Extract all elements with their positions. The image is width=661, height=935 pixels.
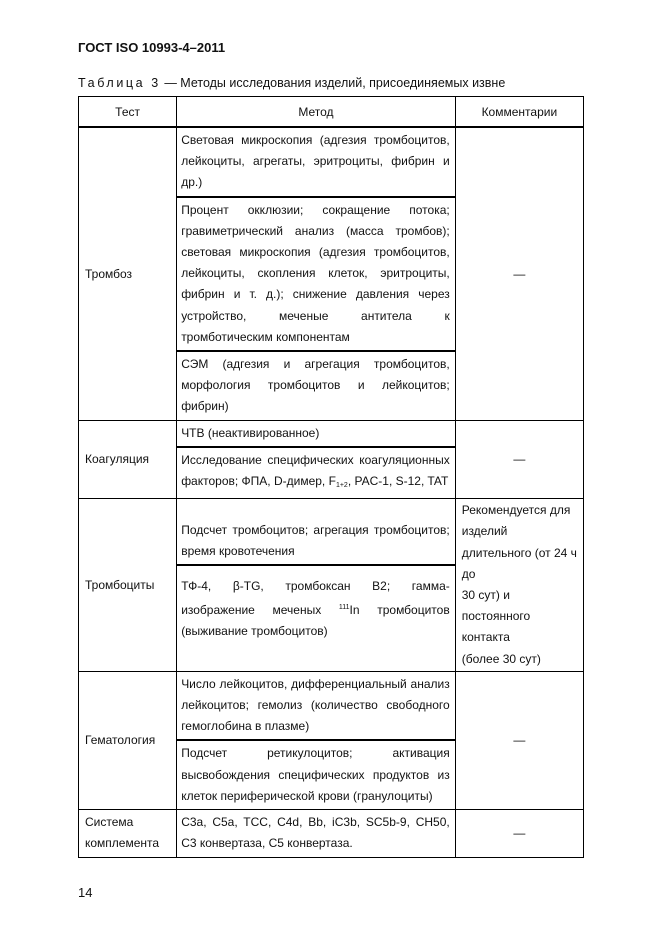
formula-base: F: [328, 474, 336, 489]
header-method: Метод: [177, 97, 456, 128]
method-cell: [177, 499, 456, 672]
table-caption: [78, 76, 505, 90]
isotope-superscript: 111: [338, 604, 350, 612]
formula-subscript: 1+2: [335, 482, 348, 490]
comment-line: (более 30 сут): [461, 651, 541, 666]
comment-cell: —: [455, 420, 583, 499]
comment-cell: —: [455, 810, 583, 857]
table-row-hematology: [79, 671, 584, 809]
comment-line: контакта: [461, 630, 510, 645]
method-text-part: , PAC-1, S-12, TAT: [347, 474, 449, 489]
page-number: 14: [78, 885, 93, 900]
method-cell: [177, 671, 456, 809]
method-text: Число лейкоцитов, дифференциальный анализ лейкоцитов; гемолиз (количество свободного гемоглобина в плазме): [181, 676, 450, 734]
method-text: СЭМ (адгезия и агрегация тромбоцитов, морфология тромбоцитов и лейкоцитов; фибрин): [177, 350, 455, 420]
test-cell: [79, 810, 177, 857]
header-comments: Комментарии: [455, 97, 583, 128]
method-cell: [177, 810, 456, 857]
table-row-platelets: [79, 499, 584, 672]
method-text-part: Исследование специфических коагуляционных факторов; ФПА, D-димер,: [181, 452, 450, 489]
methods-table: [78, 96, 584, 858]
method-cell: [177, 127, 456, 420]
method-text-part: ТФ-4, β-TG, тромбоксан B2; гамма-изображение меченых: [181, 578, 450, 618]
methods-table-wrapper: [78, 96, 584, 858]
method-text: [177, 446, 455, 498]
comment-cell: —: [455, 671, 583, 809]
table-row-complement: [79, 810, 584, 857]
comment-cell: [455, 499, 583, 672]
table-caption-label: Таблица 3: [78, 76, 161, 90]
test-cell: Гематология: [79, 671, 177, 809]
test-cell: Коагуляция: [79, 420, 177, 499]
comment-line: длительного (от 24 ч до: [461, 545, 577, 581]
method-text: ЧТВ (неактивированное): [181, 425, 320, 440]
comment-line: изделий: [461, 524, 508, 539]
method-text: C3a, C5a, TCC, C4d, Bb, iC3b, SC5b-9, CH50, C3 конвертаза, C5 конвертаза.: [181, 815, 450, 851]
table-caption-title: — Методы исследования изделий, присоединяемых извне: [160, 76, 506, 90]
table-row-thrombosis: [79, 127, 584, 420]
test-cell: Тромбоз: [79, 127, 177, 420]
method-text-part: In тромбоцитов (выживание тромбоцитов): [181, 603, 450, 639]
test-cell: Тромбоциты: [79, 499, 177, 672]
method-cell: [177, 420, 456, 499]
method-text: Подсчет тромбоцитов; агрегация тромбоцитов; время кровотечения: [181, 522, 450, 558]
comment-text: [456, 499, 583, 671]
method-text: Световая микроскопия (адгезия тромбоцитов, лейкоциты, агрегаты, эритроциты, фибрин и др.): [181, 133, 450, 190]
test-line: комплемента: [85, 836, 160, 851]
header-test: Тест: [79, 97, 177, 128]
test-line: Система: [85, 815, 134, 830]
comment-line: Рекомендуется для: [461, 503, 571, 518]
method-text: [177, 564, 455, 653]
comment-line: 30 сут) и постоянного: [461, 588, 531, 624]
table-row-coagulation: [79, 420, 584, 499]
method-text: Процент окклюзии; сокращение потока; гравиметрический анализ (масса тромбов); световая микроскопия (адгезия тромбоцитов, лейкоциты, скопления клеток, эритроциты, фибрин и т. д.); снижение давления через устройство, меченые антитела к тромботическим компонентам: [177, 196, 455, 350]
comment-cell: —: [455, 127, 583, 420]
method-text: Подсчет ретикулоцитов; активация высвобождения специфических продуктов из клеток периферической крови (гранулоциты): [177, 739, 455, 809]
table-header-row: [79, 97, 584, 128]
document-header: ГОСТ ISO 10993-4–2011: [78, 40, 226, 55]
